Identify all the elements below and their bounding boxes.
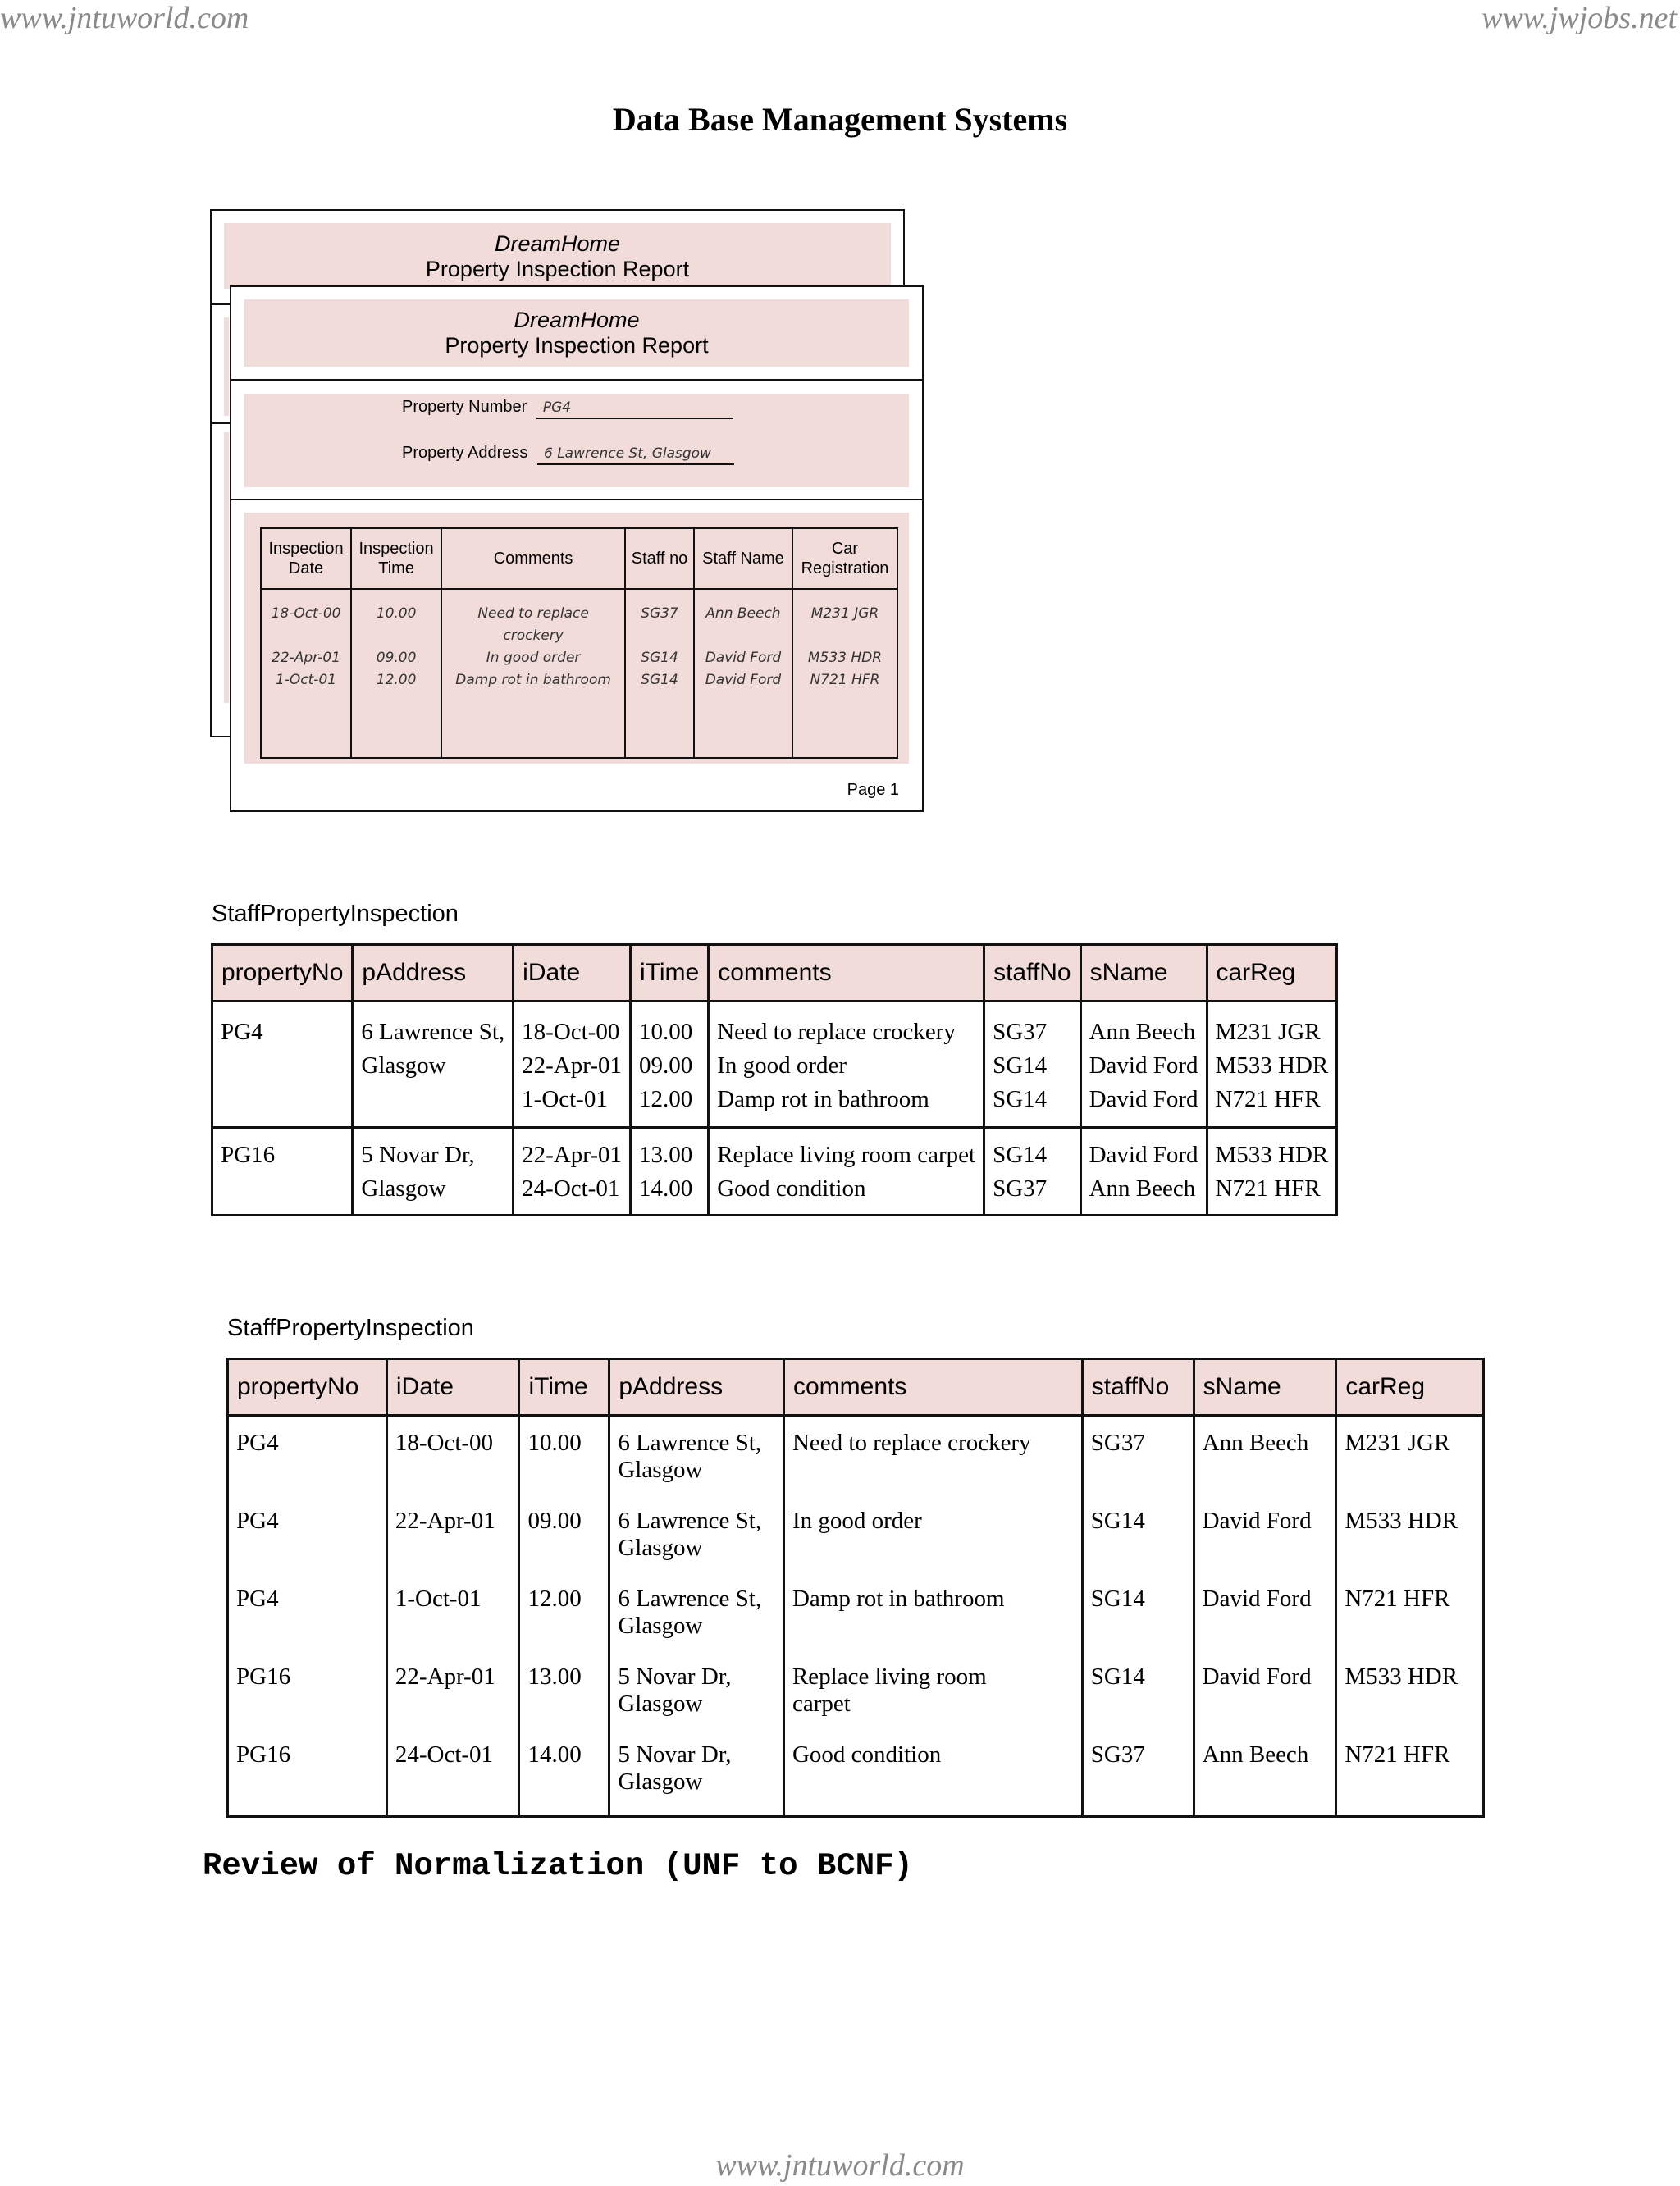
table2-value: 10.00: [527, 1430, 582, 1456]
table1-value: N721 HFR: [1215, 1175, 1321, 1202]
inspection-table: [260, 527, 898, 759]
table1-value: 18-Oct-00: [522, 1019, 620, 1045]
table2-value: SG37: [1090, 1741, 1145, 1768]
table2-value: Glasgow: [618, 1768, 703, 1795]
table2-cell-sName: [1194, 1651, 1336, 1729]
report-back-header: [224, 223, 891, 289]
table1-cell-sName: [1080, 1128, 1207, 1216]
table2-value: Glasgow: [618, 1535, 703, 1561]
inspection-col-staff_name: [694, 589, 792, 758]
table1-header-staffNo: staffNo: [984, 945, 1081, 1002]
table2-cell-comments: [783, 1416, 1082, 1496]
table2-cell-pAddress: [609, 1573, 784, 1651]
table1-cell-iDate: [514, 1002, 631, 1128]
table2-cell-pAddress: [609, 1416, 784, 1496]
table1-value: Ann Beech: [1089, 1175, 1196, 1202]
table2-value: 6 Lawrence St,: [618, 1586, 762, 1612]
table1-value: David Ford: [1089, 1086, 1198, 1112]
table2-header-iTime: iTime: [519, 1359, 609, 1416]
property-address-label: Property Address: [402, 444, 528, 462]
table2-cell-carReg: [1336, 1416, 1484, 1496]
inspection-col-car: [792, 589, 897, 758]
table1-row-group: [212, 1128, 1337, 1216]
table2-value: 09.00: [527, 1508, 582, 1534]
inspection-cell: 09.00: [376, 650, 417, 666]
inspection-cell: David Ford: [705, 672, 782, 688]
table1-row-group: [212, 1002, 1337, 1128]
inspection-cell: 1-Oct-01: [275, 672, 337, 688]
table1-value: In good order: [717, 1052, 847, 1079]
table1-header-iDate: iDate: [514, 945, 631, 1002]
table1-value: SG14: [993, 1052, 1048, 1079]
table1-cell-comments: [709, 1128, 984, 1216]
inspection-cell: 10.00: [376, 605, 417, 622]
table2-cell-sName: [1194, 1729, 1336, 1817]
table2-cell-comments: [783, 1573, 1082, 1651]
table2-value: Need to replace crockery: [792, 1430, 1031, 1456]
table1-value: Glasgow: [361, 1175, 446, 1202]
table-row: [228, 1651, 1484, 1729]
table1-value: 09.00: [639, 1052, 693, 1079]
inspection-col-date: [261, 589, 351, 758]
table1-value: 14.00: [639, 1175, 693, 1202]
table2-cell-iDate: [386, 1651, 519, 1729]
inspection-cell: Damp rot in bathroom: [455, 672, 611, 688]
table2-cell-iDate: [386, 1416, 519, 1496]
report-title: Property Inspection Report: [445, 333, 709, 358]
inspection-col-time: [351, 589, 441, 758]
inspection-cell: SG14: [641, 672, 678, 688]
table2-cell-comments: [783, 1651, 1082, 1729]
inspection-header-0: [261, 528, 351, 589]
report-brand: DreamHome: [514, 308, 640, 332]
table2-cell-pAddress: [609, 1651, 784, 1729]
table2-cell-staffNo: [1082, 1416, 1194, 1496]
table1-header-iTime: iTime: [631, 945, 709, 1002]
property-address-row: [402, 444, 734, 465]
table2-value: PG4: [236, 1586, 279, 1612]
table1-value: M533 HDR: [1215, 1142, 1329, 1168]
section-heading: Review of Normalization (UNF to BCNF): [203, 1848, 913, 1884]
table2-value: 13.00: [527, 1663, 582, 1690]
table1-value: SG14: [993, 1086, 1048, 1112]
report-back-brand: DreamHome: [494, 231, 621, 256]
table2-cell-staffNo: [1082, 1573, 1194, 1651]
inspection-cell: David Ford: [705, 650, 782, 666]
table-row: [228, 1729, 1484, 1817]
inspection-header-4: [694, 528, 792, 589]
table1-cell-iDate: [514, 1128, 631, 1216]
staff-property-inspection-unf-table: [211, 943, 1338, 1216]
table2-header-pAddress: pAddress: [609, 1359, 784, 1416]
document-title: Data Base Management Systems: [612, 101, 1068, 138]
table2-cell-comments: [783, 1729, 1082, 1817]
table2-value: 1-Oct-01: [395, 1586, 482, 1612]
table2-value: 22-Apr-01: [395, 1508, 495, 1534]
table1-value: SG14: [993, 1142, 1048, 1168]
inspection-header-line: Inspection: [358, 540, 434, 558]
watermark-bottom: www.jntuworld.com: [715, 2148, 965, 2183]
table1-value: Damp rot in bathroom: [717, 1086, 929, 1112]
table2-cell-propertyNo: [228, 1729, 387, 1817]
table1-value: David Ford: [1089, 1052, 1198, 1079]
property-number-value: PG4: [536, 399, 733, 419]
table2-value: M533 HDR: [1344, 1663, 1459, 1690]
inspection-header-5: [792, 528, 897, 589]
table2-value: SG37: [1090, 1430, 1145, 1456]
table1-value: SG37: [993, 1175, 1048, 1202]
table1-cell-propertyNo: [212, 1128, 353, 1216]
table1-value: Ann Beech: [1089, 1019, 1196, 1045]
table2-value: 24-Oct-01: [395, 1741, 494, 1768]
table2-value: PG4: [236, 1430, 279, 1456]
property-number-label: Property Number: [402, 398, 527, 416]
table2-value: 22-Apr-01: [395, 1663, 495, 1690]
table1-value: David Ford: [1089, 1142, 1198, 1168]
table1-label: StaffPropertyInspection: [212, 901, 459, 927]
table2-cell-propertyNo: [228, 1573, 387, 1651]
table2-value: 14.00: [527, 1741, 582, 1768]
table2-value: 5 Novar Dr,: [618, 1663, 732, 1690]
table2-value: David Ford: [1202, 1586, 1312, 1612]
table2-value: In good order: [792, 1508, 922, 1534]
table1-value: 13.00: [639, 1142, 693, 1168]
inspection-header-line: Comments: [493, 550, 573, 568]
table2-value: Glasgow: [618, 1691, 703, 1717]
report-back-title: Property Inspection Report: [425, 257, 690, 281]
table2-value: SG14: [1090, 1508, 1145, 1534]
table2-value: 6 Lawrence St,: [618, 1430, 762, 1456]
inspection-header-line: Time: [378, 559, 414, 577]
table2-value: Replace living room: [792, 1663, 987, 1690]
table1-value: PG16: [221, 1142, 276, 1168]
table1-cell-carReg: [1207, 1002, 1337, 1128]
table1-value: 22-Apr-01: [522, 1142, 622, 1168]
table2-value: M231 JGR: [1344, 1430, 1450, 1456]
inspection-cell: crockery: [503, 628, 564, 644]
table1-header-pAddress: pAddress: [353, 945, 514, 1002]
table2-value: Ann Beech: [1202, 1430, 1309, 1456]
table2-cell-sName: [1194, 1495, 1336, 1573]
table2-value: SG14: [1090, 1586, 1145, 1612]
table2-cell-sName: [1194, 1573, 1336, 1651]
inspection-cell: M231 JGR: [810, 605, 879, 622]
table2-cell-staffNo: [1082, 1651, 1194, 1729]
table1-value: N721 HFR: [1215, 1086, 1321, 1112]
inspection-header-line: Registration: [801, 559, 889, 577]
table2-value: Damp rot in bathroom: [792, 1586, 1005, 1612]
table2-cell-iTime: [519, 1495, 609, 1573]
table2-cell-iDate: [386, 1495, 519, 1573]
table2-value: David Ford: [1202, 1508, 1312, 1534]
inspection-cell: SG37: [641, 605, 678, 622]
table1-value: 24-Oct-01: [522, 1175, 620, 1202]
table2-value: 12.00: [527, 1586, 582, 1612]
inspection-cell: 22-Apr-01: [272, 650, 341, 666]
table2-value: PG16: [236, 1741, 291, 1768]
table1-value: Good condition: [717, 1175, 866, 1202]
table1-header-sName: sName: [1080, 945, 1207, 1002]
inspection-header-3: [625, 528, 694, 589]
table1-cell-pAddress: [353, 1002, 514, 1128]
table2-cell-staffNo: [1082, 1729, 1194, 1817]
table1-value: 5 Novar Dr,: [361, 1142, 475, 1168]
inspection-header-line: Date: [288, 559, 324, 577]
table2-header-staffNo: staffNo: [1082, 1359, 1194, 1416]
table2-cell-propertyNo: [228, 1651, 387, 1729]
table1-value: 12.00: [639, 1086, 693, 1112]
inspection-cell: In good order: [486, 650, 581, 666]
inspection-header-line: Staff no: [631, 550, 688, 568]
table2-cell-iDate: [386, 1573, 519, 1651]
table2-cell-carReg: [1336, 1495, 1484, 1573]
table1-cell-pAddress: [353, 1128, 514, 1216]
inspection-cell: Ann Beech: [705, 605, 781, 622]
table2-header-propertyNo: propertyNo: [228, 1359, 387, 1416]
table-row: [228, 1573, 1484, 1651]
table2-value: M533 HDR: [1344, 1508, 1459, 1534]
watermark-top-left: www.jntuworld.com: [0, 1, 249, 35]
table2-value: N721 HFR: [1344, 1741, 1450, 1768]
table2-cell-propertyNo: [228, 1416, 387, 1496]
table2-value: 6 Lawrence St,: [618, 1508, 762, 1534]
table2-cell-comments: [783, 1495, 1082, 1573]
table2-cell-carReg: [1336, 1729, 1484, 1817]
inspection-cell: 18-Oct-00: [271, 605, 341, 622]
inspection-header-1: [351, 528, 441, 589]
table2-cell-propertyNo: [228, 1495, 387, 1573]
table1-cell-comments: [709, 1002, 984, 1128]
table1-cell-staffNo: [984, 1128, 1081, 1216]
table1-value: PG4: [221, 1019, 263, 1045]
table2-cell-sName: [1194, 1416, 1336, 1496]
table1-cell-propertyNo: [212, 1002, 353, 1128]
table2-value: 5 Novar Dr,: [618, 1741, 732, 1768]
table2-value: Ann Beech: [1202, 1741, 1309, 1768]
table1-value: Replace living room carpet: [717, 1142, 976, 1168]
table2-value: Glasgow: [618, 1613, 703, 1639]
inspection-header-2: [441, 528, 625, 589]
table2-value: Glasgow: [618, 1457, 703, 1483]
inspection-col-comments_lines: [441, 589, 625, 758]
table2-cell-iTime: [519, 1416, 609, 1496]
table2-cell-iTime: [519, 1729, 609, 1817]
table2-label: StaffPropertyInspection: [227, 1315, 474, 1341]
inspection-cell: N721 HFR: [810, 672, 880, 688]
inspection-cell: SG14: [641, 650, 678, 666]
table1-value: SG37: [993, 1019, 1048, 1045]
table-row: [228, 1416, 1484, 1496]
table1-value: Glasgow: [361, 1052, 446, 1079]
table2-value: carpet: [792, 1691, 851, 1717]
table1-value: M231 JGR: [1215, 1019, 1321, 1045]
inspection-col-staff_no: [625, 589, 694, 758]
table2-value: PG4: [236, 1508, 279, 1534]
table1-value: 6 Lawrence St,: [361, 1019, 505, 1045]
inspection-header-line: Inspection: [268, 540, 344, 558]
table2-value: 18-Oct-00: [395, 1430, 494, 1456]
table2-value: PG16: [236, 1663, 291, 1690]
table2-cell-carReg: [1336, 1573, 1484, 1651]
table1-value: M533 HDR: [1215, 1052, 1329, 1079]
table1-cell-sName: [1080, 1002, 1207, 1128]
table2-value: Good condition: [792, 1741, 942, 1768]
table2-header-iDate: iDate: [386, 1359, 519, 1416]
table1-cell-carReg: [1207, 1128, 1337, 1216]
watermark-top-right: www.jwjobs.net: [1481, 1, 1677, 35]
table2-header-comments: comments: [783, 1359, 1082, 1416]
property-address-value: 6 Lawrence St, Glasgow: [537, 445, 734, 465]
table2-cell-pAddress: [609, 1495, 784, 1573]
table2-header-carReg: carReg: [1336, 1359, 1484, 1416]
table1-value: 1-Oct-01: [522, 1086, 608, 1112]
table2-cell-iTime: [519, 1651, 609, 1729]
report-sheet: [230, 285, 924, 812]
property-number-row: [402, 398, 733, 419]
inspection-cell: Need to replace: [477, 605, 589, 622]
inspection-header-line: Car: [831, 540, 859, 558]
table1-header-propertyNo: propertyNo: [212, 945, 353, 1002]
table1-value: Need to replace crockery: [717, 1019, 956, 1045]
table1-header-comments: comments: [709, 945, 984, 1002]
table1-cell-iTime: [631, 1002, 709, 1128]
report-header: [244, 299, 909, 367]
inspection-cell: M533 HDR: [807, 650, 883, 666]
table2-cell-carReg: [1336, 1651, 1484, 1729]
staff-property-inspection-1nf-table: [226, 1358, 1485, 1818]
table2-cell-staffNo: [1082, 1495, 1194, 1573]
inspection-cell: 12.00: [376, 672, 417, 688]
table1-value: 22-Apr-01: [522, 1052, 622, 1079]
table2-header-sName: sName: [1194, 1359, 1336, 1416]
table1-header-carReg: carReg: [1207, 945, 1337, 1002]
table1-value: 10.00: [639, 1019, 693, 1045]
table2-value: David Ford: [1202, 1663, 1312, 1690]
table-row: [228, 1495, 1484, 1573]
table2-value: N721 HFR: [1344, 1586, 1450, 1612]
table1-cell-iTime: [631, 1128, 709, 1216]
table1-cell-staffNo: [984, 1002, 1081, 1128]
table2-cell-pAddress: [609, 1729, 784, 1817]
table2-cell-iTime: [519, 1573, 609, 1651]
inspection-header-line: Staff Name: [702, 550, 784, 568]
table2-cell-iDate: [386, 1729, 519, 1817]
report-page-number: Page 1: [847, 781, 899, 799]
table2-value: SG14: [1090, 1663, 1145, 1690]
